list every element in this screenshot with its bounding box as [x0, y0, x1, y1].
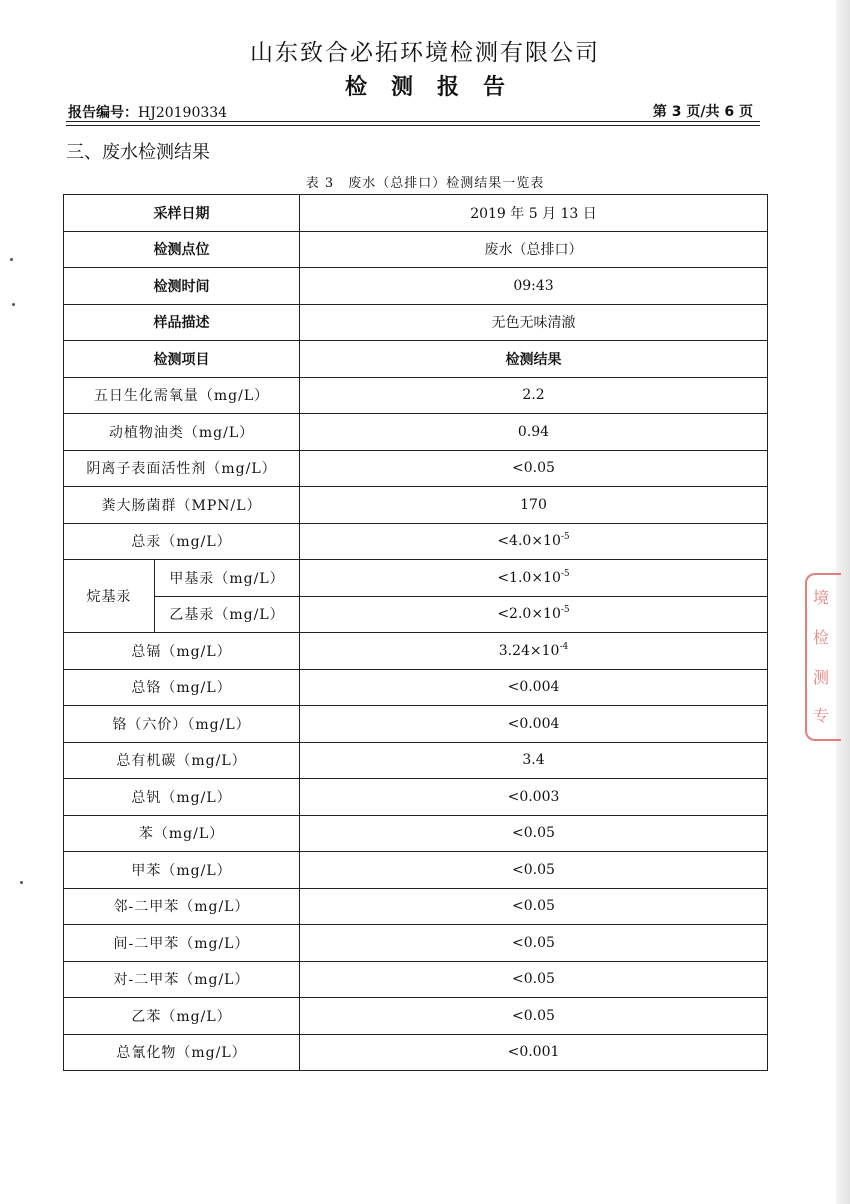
info-row-sample-description: [64, 304, 768, 341]
result-exponent: -5: [560, 605, 570, 616]
info-label: 检测时间: [64, 268, 300, 305]
test-item: 粪大肠菌群（MPN/L）: [64, 487, 300, 524]
result-exponent: -4: [559, 641, 569, 652]
test-item: 苯（mg/L）: [64, 815, 300, 852]
test-item: 五日生化需氧量（mg/L）: [64, 377, 300, 414]
test-item: 总有机碳（mg/L）: [64, 742, 300, 779]
info-label: 样品描述: [64, 304, 300, 341]
table-row: [64, 669, 768, 706]
table-row: [64, 852, 768, 889]
test-result: <0.004: [300, 706, 768, 743]
test-result: <0.05: [300, 998, 768, 1035]
info-row-sampling-date: [64, 195, 768, 232]
report-title: 检测报告: [344, 75, 529, 100]
test-item: 总铬（mg/L）: [64, 669, 300, 706]
table-row: [64, 450, 768, 487]
table-row: [64, 596, 768, 633]
table-row: [64, 961, 768, 998]
result-exponent: -5: [560, 568, 570, 579]
info-label: 采样日期: [64, 195, 300, 232]
test-result: <0.003: [300, 779, 768, 816]
header-rule: [66, 121, 760, 122]
test-item: 铬（六价）（mg/L）: [64, 706, 300, 743]
official-seal-stamp: [805, 573, 841, 741]
company-name: 山东致合必拓环境检测有限公司: [250, 40, 600, 66]
test-result: 2.2: [300, 377, 768, 414]
test-result: <0.05: [300, 815, 768, 852]
table-row: [64, 1034, 768, 1071]
table-row: [64, 414, 768, 451]
section-heading: 三、废水检测结果: [66, 142, 210, 163]
test-item: 总镉（mg/L）: [64, 633, 300, 670]
info-row-test-time: [64, 268, 768, 305]
stamp-character: 测: [813, 668, 830, 687]
page-number: 第 3 页/共 6 页: [652, 104, 753, 120]
test-result: <0.001: [300, 1034, 768, 1071]
result-mantissa: 3.24×10: [498, 642, 560, 659]
column-header-item: 检测项目: [64, 341, 300, 378]
test-result: <0.004: [300, 669, 768, 706]
test-result: <0.05: [300, 450, 768, 487]
table-row: [64, 815, 768, 852]
table-row: [64, 487, 768, 524]
test-result: 170: [300, 487, 768, 524]
table-row: [64, 742, 768, 779]
stamp-character: 检: [813, 628, 830, 647]
test-result: 0.94: [300, 414, 768, 451]
scan-speck: [12, 303, 15, 306]
column-header-row: [64, 341, 768, 378]
result-mantissa: <2.0×10: [497, 606, 561, 623]
test-result: <0.05: [300, 961, 768, 998]
table-row: [64, 888, 768, 925]
test-result: [300, 633, 768, 670]
test-item: 动植物油类（mg/L）: [64, 414, 300, 451]
table-row: [64, 523, 768, 560]
result-mantissa: <4.0×10: [497, 533, 561, 550]
results-table: [63, 194, 767, 1071]
table-row: [64, 377, 768, 414]
header-rule-thin: [66, 125, 760, 126]
test-result: <0.05: [300, 925, 768, 962]
report-number: [68, 102, 227, 122]
scan-speck: [20, 881, 23, 884]
scan-speck: [10, 258, 13, 261]
info-label: 检测点位: [64, 231, 300, 268]
test-result: <0.05: [300, 888, 768, 925]
table-row: [64, 998, 768, 1035]
info-value: 09:43: [300, 268, 768, 305]
alkyl-mercury-group-label: 烷基汞: [64, 560, 155, 633]
test-result: 3.4: [300, 742, 768, 779]
info-row-sampling-point: [64, 231, 768, 268]
result-mantissa: <1.0×10: [497, 569, 561, 586]
info-value: 无色无味清澈: [300, 304, 768, 341]
report-number-label: 报告编号：: [68, 105, 138, 121]
test-item: 邻-二甲苯（mg/L）: [64, 888, 300, 925]
info-value: 废水（总排口）: [300, 231, 768, 268]
report-number-value: HJ20190334: [138, 105, 228, 121]
table-caption: 表 3 废水（总排口）检测结果一览表: [305, 176, 545, 191]
table-row: [64, 779, 768, 816]
test-item: 总氰化物（mg/L）: [64, 1034, 300, 1071]
info-value: 2019 年 5 月 13 日: [300, 195, 768, 232]
test-item: 阴离子表面活性剂（mg/L）: [64, 450, 300, 487]
table-row: [64, 925, 768, 962]
table-row: [64, 633, 768, 670]
test-item: 乙苯（mg/L）: [64, 998, 300, 1035]
test-item: 总钒（mg/L）: [64, 779, 300, 816]
test-item: 间-二甲苯（mg/L）: [64, 925, 300, 962]
test-result: [300, 596, 768, 633]
test-item: 对-二甲苯（mg/L）: [64, 961, 300, 998]
result-exponent: -5: [560, 532, 570, 543]
test-item: 甲苯（mg/L）: [64, 852, 300, 889]
test-item: 总汞（mg/L）: [64, 523, 300, 560]
table-row: [64, 706, 768, 743]
column-header-result: 检测结果: [300, 341, 768, 378]
test-result: [300, 523, 768, 560]
stamp-character: 境: [813, 588, 830, 607]
test-item: 乙基汞（mg/L）: [155, 596, 300, 633]
stamp-character: 专: [813, 706, 830, 725]
table-row: [64, 560, 768, 597]
test-item: 甲基汞（mg/L）: [155, 560, 300, 597]
test-result: <0.05: [300, 852, 768, 889]
test-result: [300, 560, 768, 597]
